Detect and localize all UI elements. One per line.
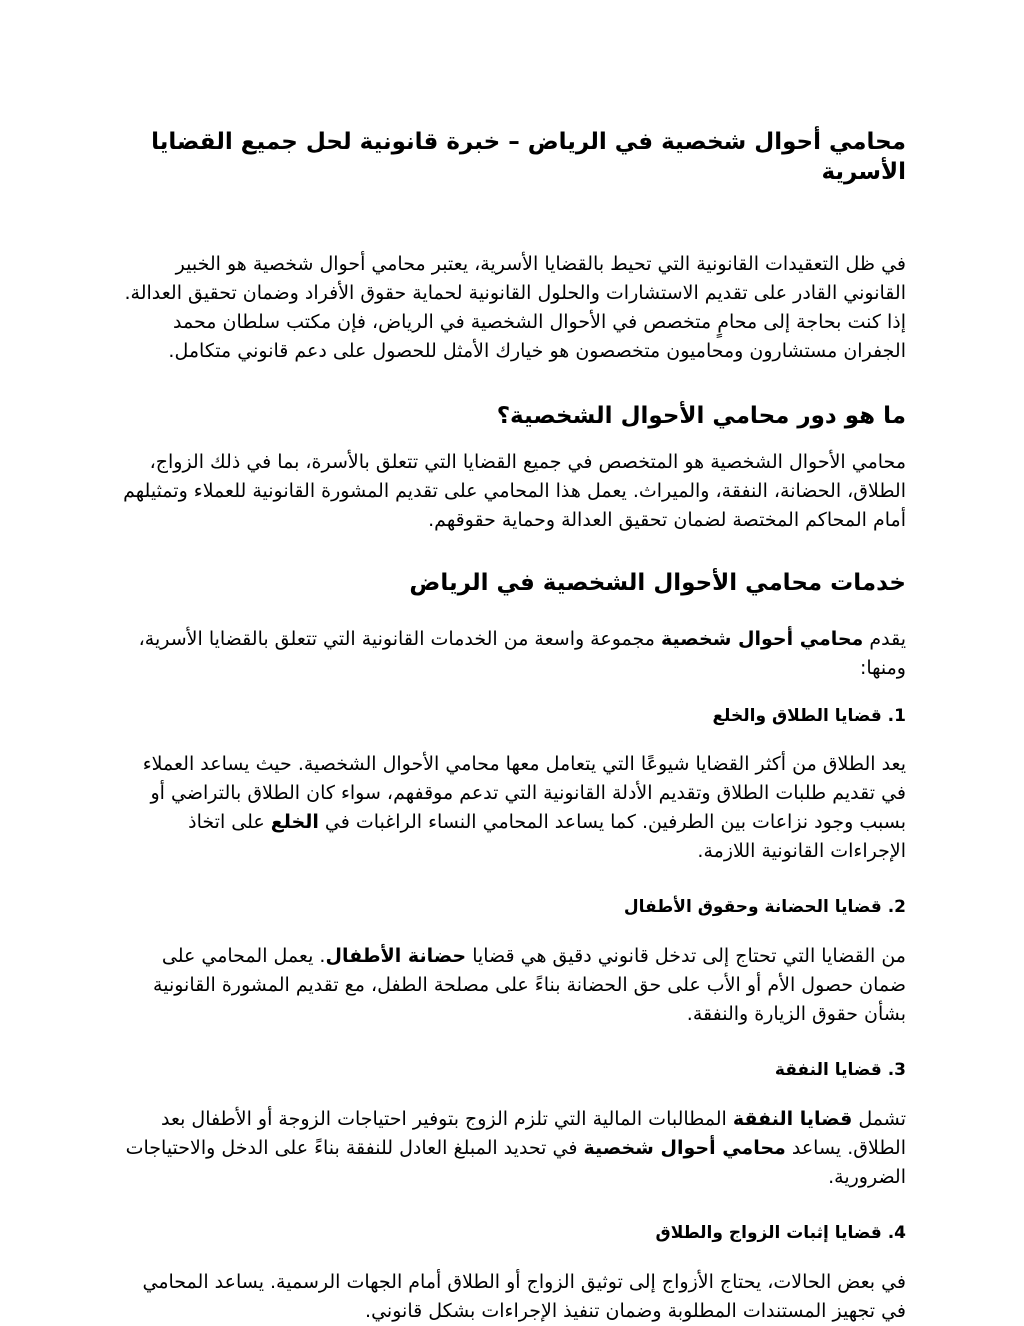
item-heading-custody: 2. قضايا الحضانة وحقوق الأطفال (623, 897, 906, 918)
item-text-custody-bold: حضانة الأطفال (325, 945, 467, 968)
item-text-alimony (118, 1105, 906, 1192)
item-text-alimony-pre: تشمل (858, 1107, 906, 1130)
item-text-divorce-post: على اتخاذ الإجراءات القانونية اللازمة. (188, 811, 906, 863)
services-heading: خدمات محامي الأحوال الشخصية في الرياض (409, 569, 906, 596)
item-text-divorce-pre: يعد الطلاق من أكثر القضايا شيوعًا التي يتعامل معها محامي الأحوال الشخصية. حيث يساعد العملاء في تقديم طلبات الطلاق وتقديم الأدلة القانونية التي تدعم موقفهم، سواء كان الطلاق بالتراضي أو بسبب وجود نزاعات بين الطرفين. كما يساعد المحامي النساء الراغبات في (142, 753, 906, 834)
item-text-alimony-post: في تحديد المبلغ العادل للنفقة بناءً على الدخل والاحتياجات الضرورية. (125, 1136, 906, 1188)
item-text-divorce (118, 750, 906, 866)
role-paragraph: محامي الأحوال الشخصية هو المتخصص في جميع القضايا التي تتعلق بالأسرة، بما في ذلك الزواج، الطلاق، الحضانة، النفقة، والميراث. يعمل هذا المحامي على تقديم المشورة القانونية للعملاء وتمثيلهم أمام المحاكم المختصة لضمان تحقيق العدالة وحماية حقوقهم. (123, 450, 906, 531)
item-heading-divorce: 1. قضايا الطلاق والخلع (712, 705, 906, 726)
item-text-custody (118, 942, 906, 1029)
services-intro-paragraph (118, 625, 906, 683)
item-text-divorce-bold: الخلع (270, 811, 319, 834)
item-heading-alimony: 3. قضايا النفقة (774, 1060, 906, 1081)
item-text-alimony-bold2: محامي أحوال شخصية (583, 1136, 786, 1159)
page-title: محامي أحوال شخصية في الرياض – خبرة قانونية لحل جميع القضايا الأسرية (151, 129, 906, 185)
role-heading: ما هو دور محامي الأحوال الشخصية؟ (496, 402, 906, 429)
services-intro-post: مجموعة واسعة من الخدمات القانونية التي تتعلق بالقضايا الأسرية، ومنها: (138, 627, 906, 679)
item-text-alimony-mid: المطالبات المالية التي تلزم الزوج بتوفير احتياجات الزوجة أو الأطفال بعد الطلاق. يساعد (160, 1107, 906, 1159)
services-intro-pre: يقدم (869, 627, 906, 650)
item-heading-marriage-proof: 4. قضايا إثبات الزواج والطلاق (655, 1222, 906, 1243)
item-text-alimony-bold: قضايا النفقة (732, 1107, 853, 1130)
item-text-custody-post: . يعمل المحامي على ضمان حصول الأم أو الأب على حق الحضانة بناءً على مصلحة الطفل، مع تقديم المشورة القانونية بشأن حقوق الزيارة والنفقة. (153, 945, 906, 1026)
services-intro-bold: محامي أحوال شخصية (661, 627, 864, 650)
item-text-marriage-proof: في بعض الحالات، يحتاج الأزواج إلى توثيق الزواج أو الطلاق أمام الجهات الرسمية. يساعد المحامي في تجهيز المستندات المطلوبة وضمان تنفيذ الإجراءات بشكل قانوني. (142, 1270, 906, 1322)
intro-paragraph: في ظل التعقيدات القانونية التي تحيط بالقضايا الأسرية، يعتبر محامي أحوال شخصية هو الخبير القانوني القادر على تقديم الاستشارات والحلول القانونية لحماية حقوق الأفراد وضمان تحقيق العدالة. إذا كنت بحاجة إلى محامٍ متخصص في الأحوال الشخصية في الرياض، فإن مكتب سلطان محمد الجفران مستشارون ومحاميون متخصصون هو خيارك الأمثل للحصول على دعم قانوني متكامل. (124, 252, 906, 362)
item-text-custody-pre: من القضايا التي تحتاج إلى تدخل قانوني دقيق هي قضايا (472, 945, 906, 968)
